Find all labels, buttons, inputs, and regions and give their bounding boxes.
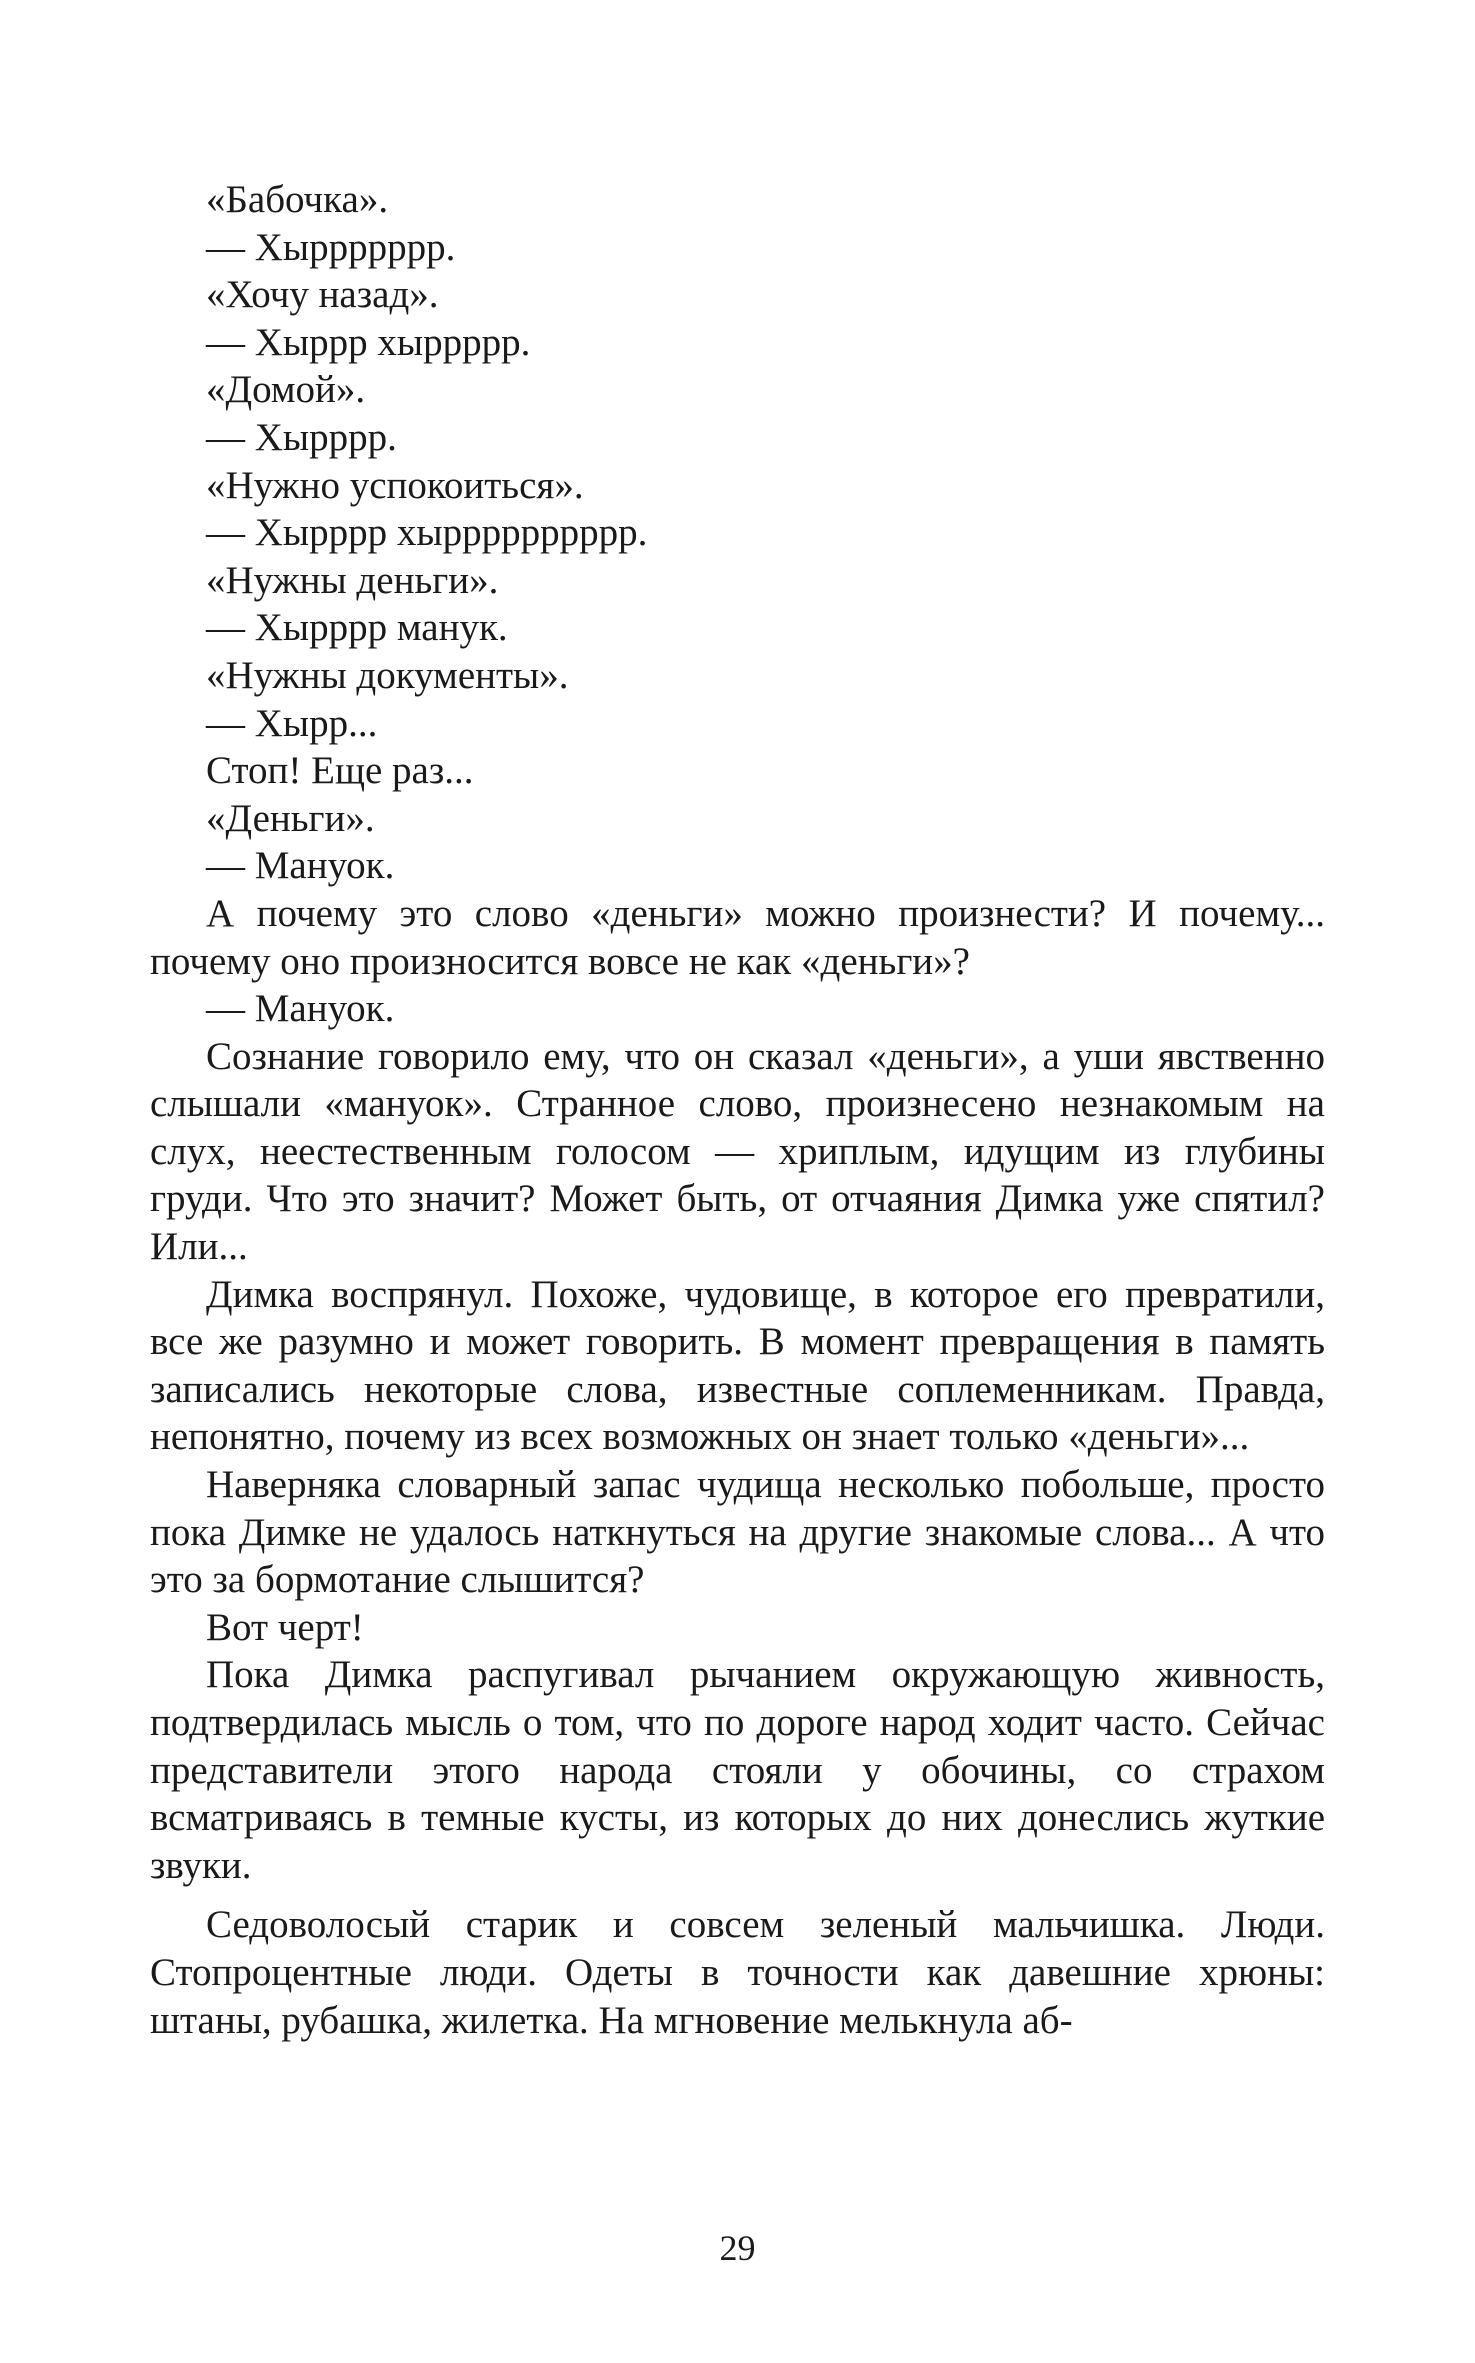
paragraph: Пока Димка распугивал рычанием окружающую живность, подтвердилась мысль о том, что по дороге народ ходит часто. Сейчас представители этого народа стояли у обочины, со страхом всматриваясь в темные кусты, из которых до них донеслись жуткие звуки. bbox=[150, 1653, 1325, 1887]
paragraph: Вот черт! bbox=[206, 1605, 364, 1649]
paragraph: «Нужны документы». bbox=[206, 653, 569, 697]
paragraph: — Хырррр манук. bbox=[206, 606, 508, 650]
paragraph: «Домой». bbox=[206, 368, 366, 412]
paragraph: Седоволосый старик и совсем зеленый мальчишка. Люди. Стопроцентные люди. Одеты в точности как давешние хрюны: штаны, рубашка, жилетка. На мгновение мелькнула аб- bbox=[150, 1903, 1325, 2042]
paragraph: А почему это слово «деньги» можно произнести? И почему... почему оно произносится вовсе не как «деньги»? bbox=[150, 891, 1325, 983]
paragraph: — Хырррр хырррррррррр. bbox=[206, 511, 648, 555]
paragraph: — Хырр... bbox=[206, 701, 378, 745]
paragraph: — Хыррррррр. bbox=[206, 225, 456, 269]
paragraph: — Хыррр хыррррр. bbox=[206, 320, 531, 364]
paragraph: Сознание говорило ему, что он сказал «деньги», а уши явственно слышали «мануок». Странное слово, произнесено незнакомым на слух, неестественным голосом — хриплым, идущим из глубины груди. Что это значит? Может быть, от отчаяния Димка уже спятил? Или... bbox=[150, 1034, 1325, 1269]
paragraph: «Деньги». bbox=[206, 796, 375, 840]
paragraph: — Мануок. bbox=[206, 987, 395, 1031]
paragraph: — Хырррр. bbox=[206, 415, 397, 459]
page-number: 29 bbox=[719, 2228, 756, 2268]
paragraph: Стоп! Еще раз... bbox=[206, 749, 474, 793]
paragraph: «Нужно успокоиться». bbox=[206, 463, 584, 507]
paragraph: «Нужны деньги». bbox=[206, 558, 499, 602]
paragraph: «Хочу назад». bbox=[206, 273, 439, 317]
body-text bbox=[150, 176, 1325, 2044]
paragraph: — Мануок. bbox=[206, 844, 395, 888]
paragraph: Димка воспрянул. Похоже, чудовище, в которое его превратили, все же разумно и может говорить. В момент превращения в память записались некоторые слова, известные соплеменникам. Правда, непонятно, почему из всех возможных он знает только «деньги»... bbox=[150, 1272, 1325, 1459]
paragraph: «Бабочка». bbox=[206, 178, 389, 221]
paragraph: Наверняка словарный запас чудища несколько побольше, просто пока Димке не удалось наткнуться на другие знакомые слова... А что это за бормотание слышится? bbox=[150, 1463, 1325, 1602]
